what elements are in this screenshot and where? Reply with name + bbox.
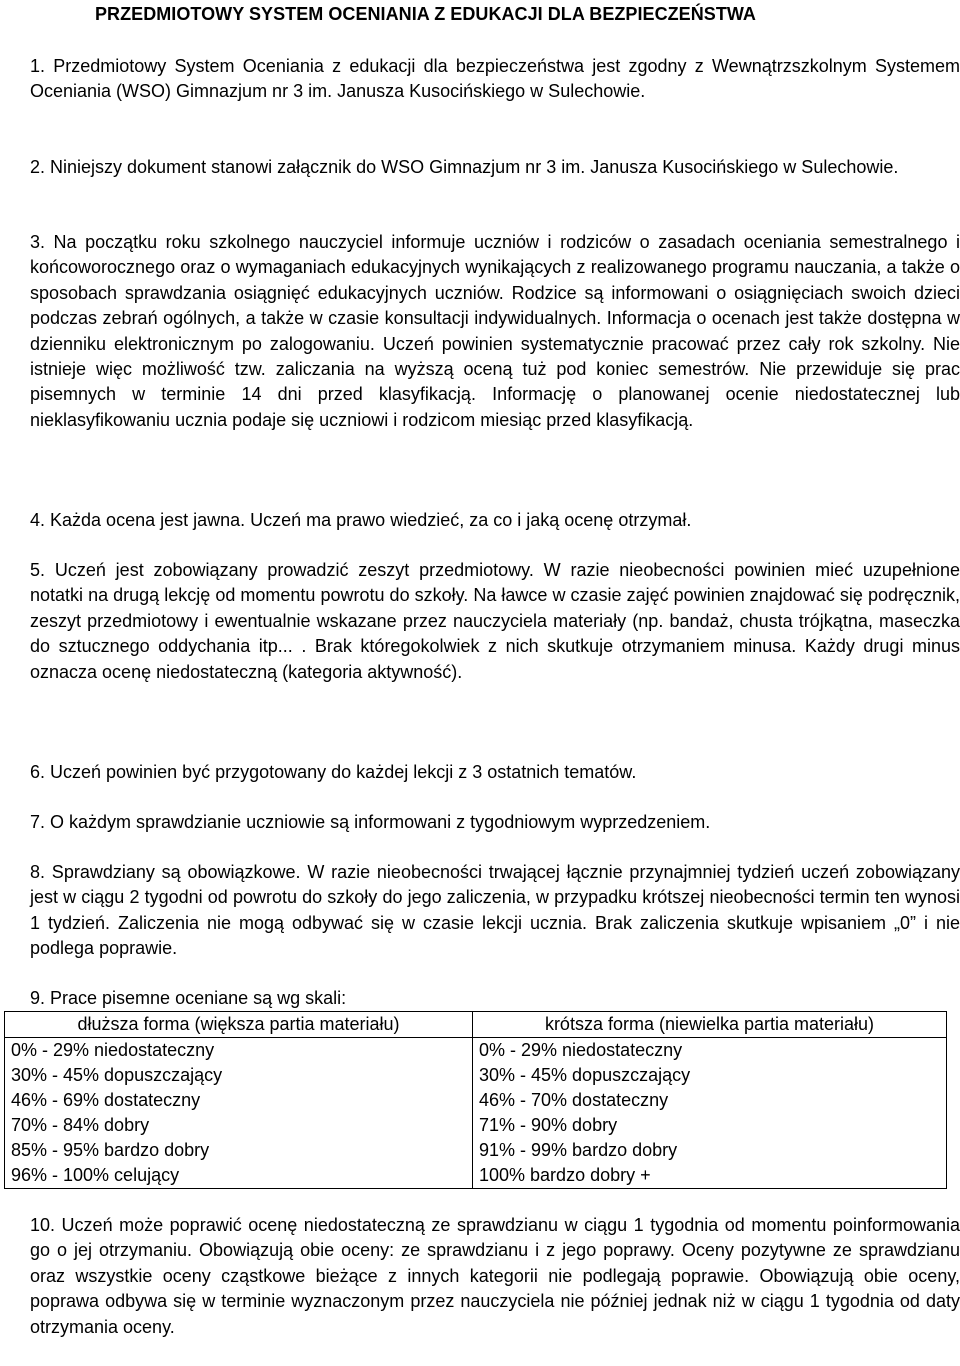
- document-title: PRZEDMIOTOWY SYSTEM OCENIANIA Z EDUKACJI DLA BEZPIECZEŃSTWA: [95, 4, 756, 24]
- short-form-row: 0% - 29% niedostateczny: [479, 1040, 683, 1060]
- paragraph-9: 9. Prace pisemne oceniane są wg skali:: [30, 988, 347, 1008]
- long-form-row: 96% - 100% celujący: [11, 1165, 180, 1185]
- short-form-row: 30% - 45% dopuszczający: [479, 1065, 691, 1085]
- paragraph-4: 4. Każda ocena jest jawna. Uczeń ma prawo wiedzieć, za co i jaką ocenę otrzymał.: [30, 510, 692, 530]
- paragraph-7: 7. O każdym sprawdzianie uczniowie są informowani z tygodniowym wyprzedzeniem.: [30, 812, 711, 832]
- paragraph-3: 3. Na początku roku szkolnego nauczyciel informuje uczniów i rodziców o zasadach oceniania semestralnego i końcoworocznego oraz o wymaganiach edukacyjnych wynikających z realizowanego programu nauczania, a także o sposobach sprawdzania osiągnięć edukacyjnych uczniów. Rodzice są informowani o osiągnięciach swoich dzieci podczas zebrań ogólnych, a także w czasie konsultacji indywidualnych. Informacja o ocenach jest także dostępna w dzienniku elektronicznym po zalogowaniu. Uczeń powinien systematycznie pracować przez cały rok szkolny. Nie istnieje więc możliwość tzw. zaliczania na wyższą oceną tuż pod koniec semestrów. Nie przewiduje się prac pisemnych w terminie 14 dni przed klasyfikacją. Informację o planowanej ocenie niedostatecznej lub nieklasyfikowaniu ucznia podaje się uczniowi i rodzicom miesiąc przed klasyfikacją.: [30, 232, 960, 430]
- long-form-cell: [5, 1038, 473, 1189]
- short-form-row: 100% bardzo dobry +: [479, 1165, 651, 1185]
- long-form-row: 70% - 84% dobry: [11, 1115, 150, 1135]
- short-form-row: 71% - 90% dobry: [479, 1115, 618, 1135]
- paragraph-8: 8. Sprawdziany są obowiązkowe. W razie nieobecności trwającej łącznie przynajmniej tydzień uczeń zobowiązany jest w ciągu 2 tygodni od powrotu do szkoły do jego zaliczenia, w przypadku krótszej nieobecności termin ten wynosi 1 tydzień. Zaliczenia nie mogą odbywać się w czasie lekcji ucznia. Brak zaliczenia skutkuje wpisaniem „0” i nie podlega poprawie.: [30, 862, 960, 959]
- long-form-row: 0% - 29% niedostateczny: [11, 1040, 215, 1060]
- long-form-row: 30% - 45% dopuszczający: [11, 1065, 223, 1085]
- grading-scale-table: [4, 1011, 947, 1189]
- short-form-cell: [473, 1038, 947, 1189]
- paragraph-10: 10. Uczeń może poprawić ocenę niedostateczną ze sprawdzianu w ciągu 1 tygodnia od momentu poinformowania go o jej otrzymaniu. Obowiązują obie oceny: ze sprawdzianu i z jego poprawy. Oceny pozytywne ze sprawdzianu oraz wszystkie oceny cząstkowe bieżące z innych kategorii nie podlegają poprawie. Obowiązują obie oceny, poprawa odbywa się w terminie wyznaczonym przez nauczyciela nie później jednak niż w ciągu 1 tygodnia od daty otrzymania oceny.: [30, 1215, 960, 1337]
- paragraph-1: 1. Przedmiotowy System Oceniania z edukacji dla bezpieczeństwa jest zgodny z Wewnątrzszkolnym Systemem Oceniania (WSO) Gimnazjum nr 3 im. Janusza Kusocińskiego w Sulechowie.: [30, 56, 960, 102]
- long-form-row: 85% - 95% bardzo dobry: [11, 1140, 210, 1160]
- paragraph-6: 6. Uczeń powinien być przygotowany do każdej lekcji z 3 ostatnich tematów.: [30, 762, 637, 782]
- header-long-form: dłuższa forma (większa partia materiału): [5, 1012, 473, 1038]
- long-form-row: 46% - 69% dostateczny: [11, 1090, 201, 1110]
- short-form-row: 46% - 70% dostateczny: [479, 1090, 669, 1110]
- short-form-row: 91% - 99% bardzo dobry: [479, 1140, 678, 1160]
- header-short-form: krótsza forma (niewielka partia materiału): [473, 1012, 947, 1038]
- paragraph-2: 2. Niniejszy dokument stanowi załącznik do WSO Gimnazjum nr 3 im. Janusza Kusocińskiego w Sulechowie.: [30, 157, 899, 177]
- paragraph-5: 5. Uczeń jest zobowiązany prowadzić zeszyt przedmiotowy. W razie nieobecności powinien mieć uzupełnione notatki na drugą lekcję od momentu powrotu do szkoły. Na ławce w czasie zajęć powinien znajdować się podręcznik, zeszyt przedmiotowy i ewentualnie wskazane przez nauczyciela materiały (np. bandaż, chusta trójkątna, maseczka do sztucznego oddychania itp... . Brak któregokolwiek z nich skutkuje otrzymaniem minusa. Każdy drugi minus oznacza ocenę niedostateczną (kategoria aktywność).: [30, 560, 960, 682]
